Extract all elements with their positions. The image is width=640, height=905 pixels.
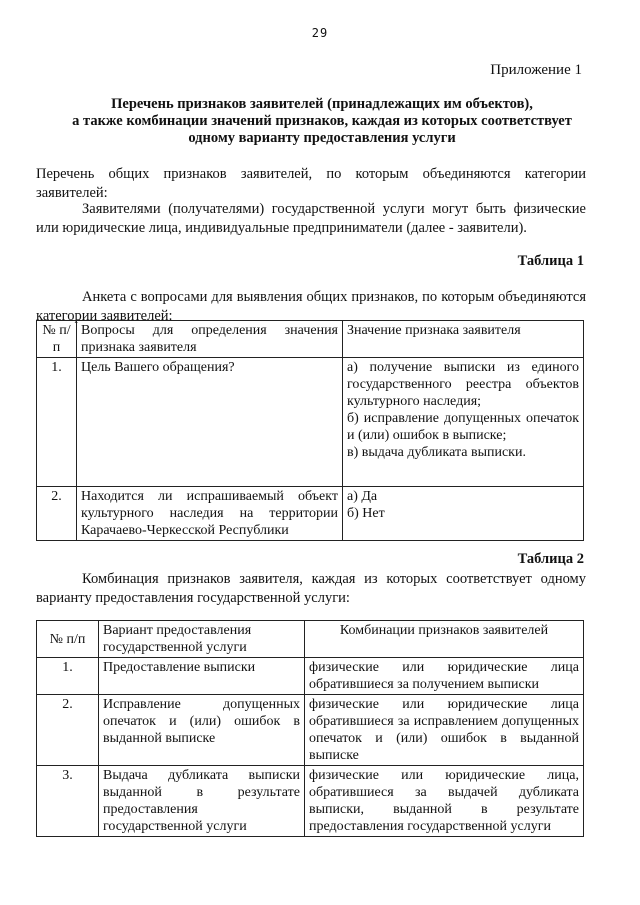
table2-description: Комбинация признаков заявителя, каждая из которых соответствует одному варианту предоставления государственной услуги: bbox=[36, 571, 586, 606]
table2-header-num: № п/п bbox=[37, 621, 99, 658]
applicants-paragraph: Заявителями (получателями) государственной услуги могут быть физические или юридические лица, индивидуальные предприниматели (далее - заявители). bbox=[36, 201, 586, 236]
value-cell bbox=[343, 358, 584, 487]
variant-cell: Исправление допущенных опечаток и (или) ошибок в выданной выписке bbox=[99, 695, 305, 766]
value-option: б) исправление допущенных опечаток и (или) ошибок в выписке; bbox=[347, 411, 579, 443]
value-option: а) Да bbox=[347, 489, 378, 504]
table1-header-row bbox=[37, 321, 584, 358]
combination-cell: физические или юридические лица, обратившиеся за выдачей дубликата выписки, выданной в результате предоставления государственной услуги bbox=[305, 766, 584, 837]
value-cell bbox=[343, 487, 584, 541]
combination-cell: физические или юридические лица обратившиеся за получением выписки bbox=[305, 658, 584, 695]
row-number: 1. bbox=[37, 658, 99, 695]
question-cell: Находится ли испрашиваемый объект культурного наследия на территории Карачаево-Черкесской Республики bbox=[77, 487, 343, 541]
page-number: 29 bbox=[311, 26, 329, 40]
value-option: б) Нет bbox=[347, 506, 385, 521]
row-number: 3. bbox=[37, 766, 99, 837]
table-row bbox=[37, 358, 584, 487]
row-number: 1. bbox=[37, 358, 77, 487]
intro-paragraph: Перечень общих признаков заявителей, по которым объединяются категории заявителей: bbox=[36, 166, 586, 201]
heading-line-2: а также комбинации значений признаков, каждая из которых соответствует bbox=[72, 113, 572, 129]
row-number: 2. bbox=[37, 487, 77, 541]
heading-line-1: Перечень признаков заявителей (принадлежащих им объектов), bbox=[111, 96, 533, 112]
variant-cell: Выдача дубликата выписки выданной в результате предоставления государственной услуги bbox=[99, 766, 305, 837]
variant-cell: Предоставление выписки bbox=[99, 658, 305, 695]
table2-header-variant: Вариант предоставления государственной услуги bbox=[99, 621, 305, 658]
value-option: а) получение выписки из единого государственного реестра объектов культурного наследия; bbox=[347, 360, 579, 409]
value-option: в) выдача дубликата выписки. bbox=[347, 445, 526, 460]
question-cell: Цель Вашего обращения? bbox=[77, 358, 343, 487]
table2-header-row bbox=[37, 621, 584, 658]
heading-line-3: одному варианту предоставления услуги bbox=[188, 130, 456, 146]
table1 bbox=[36, 320, 584, 541]
table2-header-combination: Комбинации признаков заявителей bbox=[305, 621, 584, 658]
appendix-label: Приложение 1 bbox=[490, 62, 582, 78]
table1-header-value: Значение признака заявителя bbox=[343, 321, 584, 358]
table1-header-question: Вопросы для определения значения признака заявителя bbox=[77, 321, 343, 358]
table2 bbox=[36, 620, 584, 837]
table1-caption: Таблица 1 bbox=[517, 253, 584, 269]
table-row bbox=[37, 695, 584, 766]
table1-header-num: № п/п bbox=[37, 321, 77, 358]
table-row bbox=[37, 766, 584, 837]
table-row bbox=[37, 658, 584, 695]
table-row bbox=[37, 487, 584, 541]
row-number: 2. bbox=[37, 695, 99, 766]
document-heading bbox=[62, 96, 582, 147]
combination-cell: физические или юридические лица обратившиеся за исправлением допущенных опечаток и (или) ошибок в выданной выписке bbox=[305, 695, 584, 766]
table1-description: Анкета с вопросами для выявления общих признаков, по которым объединяются категории заявителей: bbox=[36, 289, 586, 324]
table2-caption: Таблица 2 bbox=[517, 551, 584, 567]
